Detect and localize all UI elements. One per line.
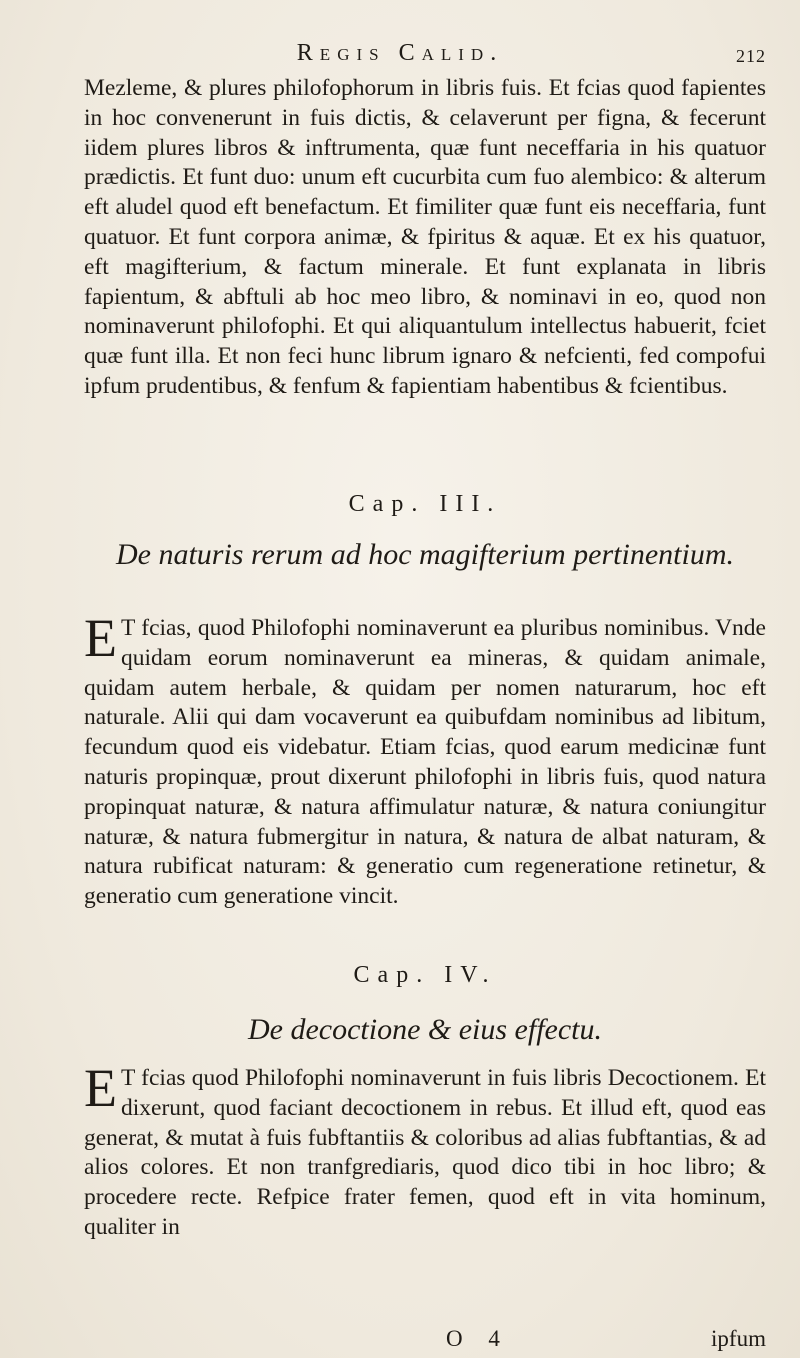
chapter-3-title: De naturis rerum ad hoc magifterium pertinentium.	[115, 538, 734, 571]
catchword: ipfum	[711, 1326, 766, 1351]
chapter-4-title: De decoctione & eius effectu.	[247, 1013, 603, 1046]
chapter-4-body	[84, 1058, 766, 1243]
chapter-3-text: T fcias, quod Philofophi nominaverunt ea pluribus nominibus. Vnde quidam eorum nominaverunt ea mineras, & quidam animale, quidam autem herbale, & quidam per nomen naturarum, hoc eft naturale. Alii qui dam vocaverunt ea quibufdam nominibus ad libitum, fecundum quod eis videbatur. Etiam fcias, quod earum medicinæ funt naturis propinquæ, prout dixerunt philofophi in libris fuis, quod natura propinquat naturæ, & natura affimulatur naturæ, & natura coniungitur naturæ, & natura fubmergitur in natura, & natura de albat naturam, & natura rubificat naturam: & generatio cum regeneratione retinetur, & generatio cum generatione vincit.	[84, 615, 766, 910]
running-head: Regis Calid.	[296, 40, 504, 66]
chapter-3-body	[84, 608, 766, 912]
chapter-4-label: Cap. IV.	[353, 962, 497, 988]
page-number: 212	[736, 46, 766, 66]
chapter-3-paragraph	[84, 608, 766, 912]
chapter-4-text: T fcias quod Philofophi nominaverunt in fuis libris Decoctionem. Et dixerunt, quod faciant decoctionem in rebus. Et illud eft, quod eas generat, & mutat à fuis fubftantiis & coloribus ad alias fubftantias, & ad alios colores. Et non tranfgrediaris, quod dico tibi in hoc libro; & procedere recte. Refpice frater femen, quod eft in vita hominum, qualiter in	[84, 1065, 766, 1240]
opening-paragraph	[84, 74, 766, 402]
page-footer	[84, 1326, 766, 1356]
chapter-3-drop-cap: E	[84, 608, 117, 668]
signature-mark: O 4	[446, 1326, 510, 1351]
chapter-4-paragraph	[84, 1058, 766, 1243]
opening-paragraph-text: Mezleme, & plures philofophorum in libris fuis. Et fcias quod fapientes in hoc convenerunt in fuis dictis, & celaverunt per figna, & fecerunt iidem plures libros & inftrumenta, quæ funt neceffaria in his quatuor prædictis. Et funt duo: unum eft cucurbita cum fuo alembico: & alterum eft aludel quod eft benefactum. Et fimiliter quæ funt eis neceffaria, funt quatuor. Et funt corpora animæ, & fpiritus & aquæ. Et ex his quatuor, eft magifterium, & factum minerale. Et funt explanata in libris fapientum, & abftuli ab hoc meo libro, & nominavi in eo, quod non nominaverunt philofophi. Et qui aliquantulum intellectus habuerit, fciet quæ funt illa. Et non feci hunc librum ignaro & nefcienti, fed compofui ipfum prudentibus, & fenfum & fapientiam habentibus & fcientibus.	[84, 75, 766, 399]
chapter-3-label: Cap. III.	[348, 491, 502, 517]
chapter-4-drop-cap: E	[84, 1058, 117, 1118]
